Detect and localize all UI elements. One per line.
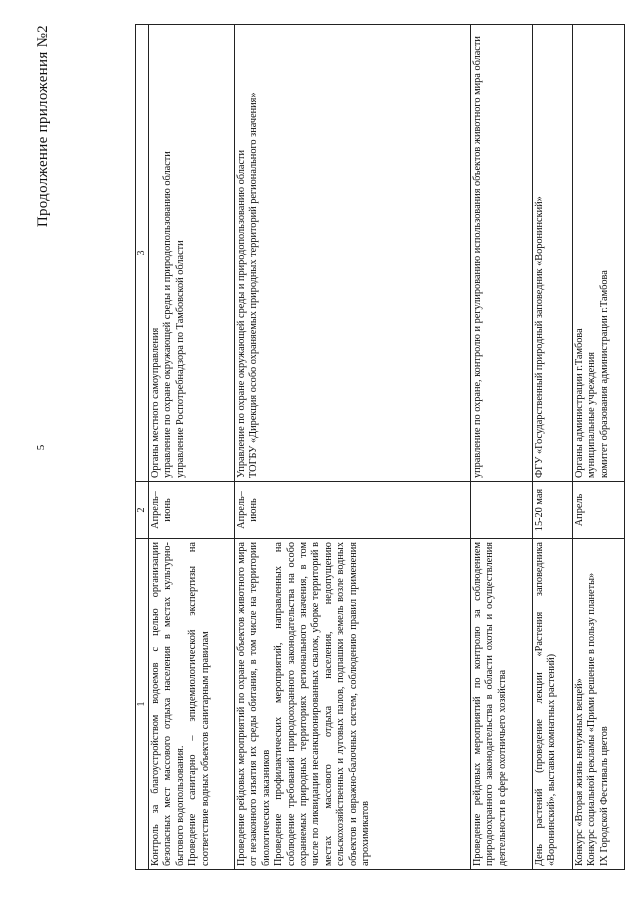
column-header: 1	[136, 539, 149, 870]
executor-text: Органы местного самоуправления	[150, 327, 161, 478]
executors-cell	[471, 25, 533, 482]
activity-text: Конкурс социальной рекламы «Прими решение в пользу планеты»	[586, 572, 598, 866]
activity-text: Контроль за благоустройством водоемов с целью организации безопасных мест массового отдыха населения в местах культурно-бытового водопользования.	[150, 542, 186, 866]
table-row	[533, 25, 573, 870]
period-cell: Апрель–июнь	[149, 482, 235, 539]
executor-text: управление по охране окружающей среды и природопользованию области	[162, 151, 174, 478]
page-number: 5	[35, 444, 47, 451]
activity-text: Проведение рейдовых мероприятий по охране объектов животного мира от незаконного изъятия их среды обитания, в том числе на территории биологических заказников	[236, 542, 272, 866]
column-header: 2	[136, 482, 149, 539]
executor-text: комитет образования администрации г.Тамбова	[598, 270, 610, 478]
table-header-row	[136, 25, 149, 870]
activity-cell	[573, 539, 625, 870]
period-cell	[471, 482, 533, 539]
executors-cell	[149, 25, 235, 482]
activity-cell	[533, 539, 573, 870]
activity-text: Проведение санитарно – эпидемиологической экспертизы на соответствие водных объектов санитарным правилам	[187, 542, 211, 866]
activity-text: Проведение профилактических мероприятий, направленных на соблюдение требований природоохранного законодательства на особо охраняемых природных территориях регионального значения, в том числе по ликвидации несанкционированных свалок, уборке территорий в местах массового отдыха населения, недопущению сельскохозяйственных и луговых палов, подпашки земель возле водных объектов и овражно-балочных систем, соблюдению правил применения агрохимикатов	[273, 542, 372, 866]
activity-cell	[235, 539, 471, 870]
executors-cell	[235, 25, 471, 482]
table-row	[149, 25, 235, 870]
activity-text: Проведение рейдовых мероприятий по контролю за соблюдением природоохранного законодательства в области охоты и осуществления деятельности в сфере охотничьего хозяйства	[472, 542, 508, 866]
activity-text: IX Городской Фестиваль цветов	[598, 726, 610, 866]
table-row	[573, 25, 625, 870]
executor-text: управление по охране, контролю и регулированию использования объектов животного мира области	[472, 36, 483, 478]
executor-text: Управление по охране окружающей среды и природопользованию области	[236, 149, 247, 478]
document-sheet	[35, 25, 610, 870]
activity-text: День растений (проведение лекции «Растения заповедника «Воронинский», выставки комнатных растений)	[534, 542, 558, 866]
activity-cell	[471, 539, 533, 870]
period-cell: 15-20 мая	[533, 482, 573, 539]
executors-cell	[533, 25, 573, 482]
period-cell: Апрель	[573, 482, 625, 539]
executor-text: ФГУ «Государственный природный заповедник «Воронинский»	[534, 196, 545, 478]
executor-text: муниципальные учреждения	[586, 351, 598, 478]
executors-cell	[573, 25, 625, 482]
events-table	[135, 24, 625, 870]
table-row	[471, 25, 533, 870]
executor-text: Органы администрации г.Тамбова	[574, 328, 585, 478]
executor-text: ТОГБУ «Дирекция особо охраняемых природных территорий регионального значения»	[248, 92, 260, 478]
period-cell: Апрель–июнь	[235, 482, 471, 539]
appendix-caption: Продолжение приложения №2	[35, 25, 51, 228]
activity-cell	[149, 539, 235, 870]
executor-text: управление Роспотребнадзора по Тамбовской области	[174, 240, 186, 478]
column-header: 3	[136, 25, 149, 482]
activity-text: Конкурс «Вторая жизнь ненужных вещей»	[574, 678, 585, 866]
table-row	[235, 25, 471, 870]
